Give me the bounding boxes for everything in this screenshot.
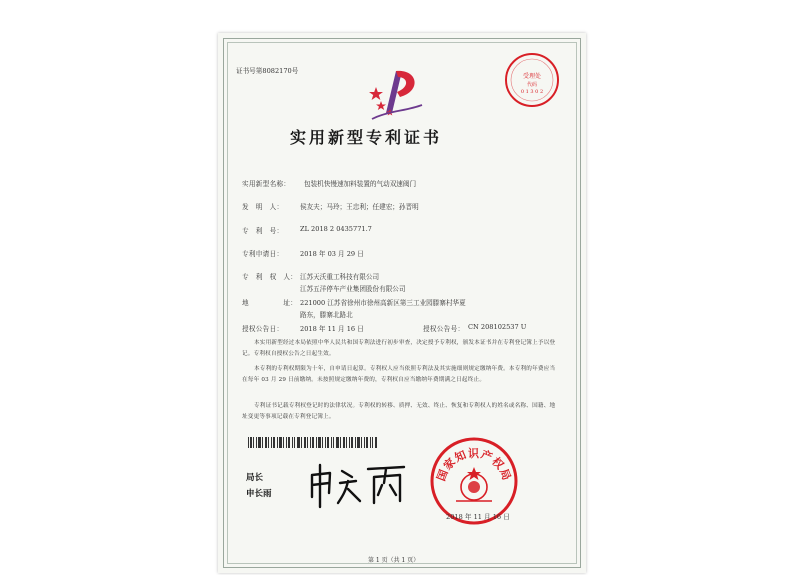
grant-number-label: 授权公告号：	[423, 325, 465, 333]
filing-date: 2018 年 03 月 29 日	[300, 250, 364, 258]
patentee-1: 江苏天沃重工科技有限公司	[300, 273, 380, 281]
patentee-label: 专 利 权 人：	[242, 273, 298, 281]
address-line-1: 221000 江苏省徐州市徐州高新区第三工业园滕寨村华夏	[300, 299, 466, 307]
grant-date: 2018 年 11 月 16 日	[300, 325, 364, 333]
director-title: 局长	[246, 473, 264, 483]
director-signature	[304, 461, 414, 511]
grant-number: CN 208102537 U	[468, 323, 527, 331]
paragraph-grant: 本实用新型经过本局依照中华人民共和国专利法进行初步审查，决定授予专利权，颁发本证书并在专利登记簿上予以登记。专利权自授权公告之日起生效。	[242, 340, 556, 357]
filing-date-label: 专利申请日：	[242, 250, 284, 258]
cnipa-logo	[366, 65, 426, 125]
inventor-label: 发 明 人：	[242, 203, 284, 211]
paragraph-term: 本专利的专利权期限为十年，自申请日起算。专利权人应当依照专利法及其实施细则规定缴纳年费。本专利的年费应当在每年 03 月 29 日前缴纳。未按照规定缴纳年费的，专利权自应当缴纳年费期满之日起终止。	[242, 366, 556, 383]
patent-number-label: 专 利 号：	[242, 227, 284, 235]
certificate-title: 实用新型专利证书	[290, 128, 443, 147]
grant-date-label: 授权公告日：	[242, 325, 284, 333]
director-name: 申长雨	[246, 489, 272, 499]
svg-text:国家知识产权局: 国家知识产权局	[434, 447, 514, 483]
address-line-2: 路东，滕寨北路北	[300, 311, 353, 319]
address-label: 地 址：	[242, 299, 298, 307]
utility-model-label: 实用新型名称：	[242, 180, 291, 188]
seal-date: 2018 年 11 月 16 日	[446, 513, 510, 521]
paragraph-status: 专利证书记载专利权登记时的法律状况。专利权的转移、质押、无效、终止、恢复和专利权人的姓名或名称、国籍、地址变更等事项记载在专利登记簿上。	[242, 403, 556, 420]
page-number: 第 1 页（共 1 页）	[368, 557, 420, 564]
patent-number: ZL 2018 2 0435771.7	[300, 225, 372, 233]
svg-text:0 1 3 0 2: 0 1 3 0 2	[520, 89, 544, 95]
certificate-paper	[218, 33, 586, 573]
certificate-number: 证书号第8082170号	[236, 67, 299, 75]
barcode	[248, 437, 378, 448]
utility-model-name: 包装机快慢速加料装置的气动双速阀门	[304, 180, 417, 188]
acceptance-stamp	[503, 51, 561, 109]
inventor-names: 侯友夫；马玲；王忠利；任建宏；孙晋明	[300, 203, 419, 211]
svg-text:受理处: 受理处	[522, 73, 542, 80]
patentee-2: 江苏五洋停车产业集团股份有限公司	[300, 285, 406, 293]
svg-text:代码: 代码	[526, 82, 538, 88]
